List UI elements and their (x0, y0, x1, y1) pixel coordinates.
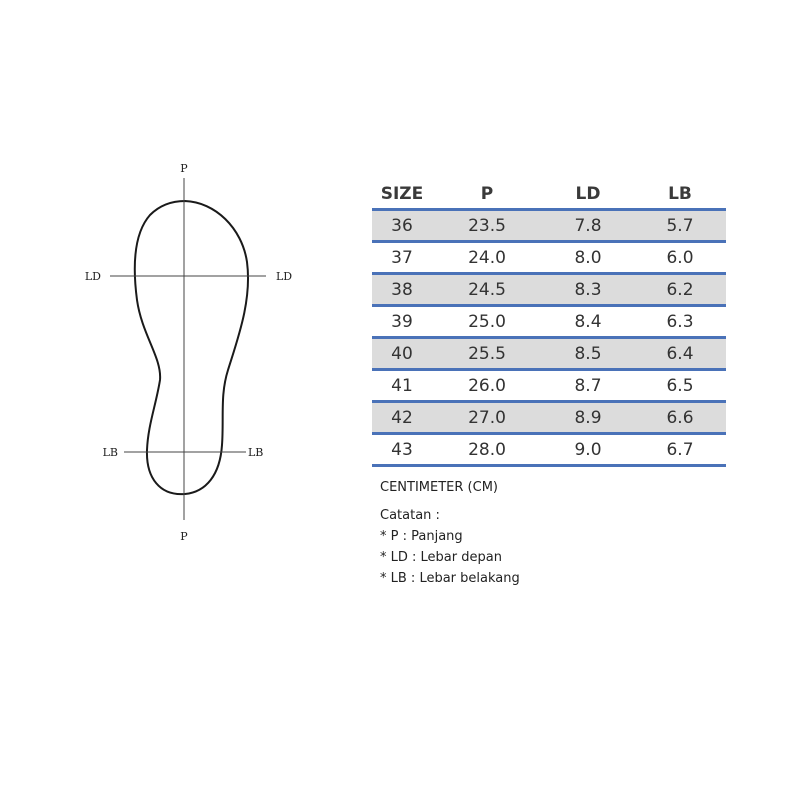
size-cell: 42 (391, 407, 413, 428)
table-row (372, 307, 726, 339)
notes-title: Catatan : (380, 508, 440, 523)
p-bottom-label: P (180, 530, 188, 543)
header-lb: LB (668, 184, 692, 204)
p-top-label: P (180, 162, 188, 175)
note-item-lb: * LB : Lebar belakang (380, 571, 520, 586)
table-row (372, 211, 726, 243)
lb-cell: 6.7 (666, 439, 694, 460)
p-cell: 24.0 (468, 247, 506, 268)
note-item-p: * P : Panjang (380, 529, 463, 544)
size-cell: 43 (391, 439, 413, 460)
size-cell: 39 (391, 311, 413, 332)
p-cell: 25.0 (468, 311, 506, 332)
table-row (372, 275, 726, 307)
header-p: P (480, 184, 494, 204)
lb-cell: 5.7 (666, 215, 694, 236)
size-cell: 41 (391, 375, 413, 396)
table-row (372, 403, 726, 435)
p-cell: 26.0 (468, 375, 506, 396)
ld-cell: 7.8 (574, 215, 602, 236)
table-row (372, 243, 726, 275)
ld-cell: 8.9 (574, 407, 602, 428)
lb-cell: 6.2 (666, 279, 694, 300)
insole-outline (135, 201, 248, 494)
table-header-row (372, 180, 726, 208)
size-cell: 40 (391, 343, 413, 364)
header-size: SIZE (380, 184, 424, 204)
p-cell: 25.5 (468, 343, 506, 364)
size-cell: 38 (391, 279, 413, 300)
insole-diagram (70, 150, 330, 560)
ld-cell: 8.3 (574, 279, 602, 300)
ld-cell: 8.5 (574, 343, 602, 364)
size-table (372, 180, 726, 467)
lb-cell: 6.3 (666, 311, 694, 332)
header-ld: LD (575, 184, 601, 204)
ld-cell: 8.0 (574, 247, 602, 268)
ld-cell: 8.4 (574, 311, 602, 332)
notes-section (380, 480, 740, 589)
table-row (372, 371, 726, 403)
p-cell: 27.0 (468, 407, 506, 428)
ld-cell: 8.7 (574, 375, 602, 396)
lb-cell: 6.6 (666, 407, 694, 428)
table-row (372, 339, 726, 371)
ld-left-label: LD (84, 270, 101, 283)
note-item-ld: * LD : Lebar depan (380, 550, 502, 565)
size-cell: 37 (391, 247, 413, 268)
ld-cell: 9.0 (574, 439, 602, 460)
unit-label: CENTIMETER (CM) (380, 480, 498, 495)
lb-right-label: LB (248, 446, 264, 459)
lb-cell: 6.4 (666, 343, 694, 364)
p-cell: 24.5 (468, 279, 506, 300)
table-row (372, 435, 726, 467)
p-cell: 28.0 (468, 439, 506, 460)
lb-left-label: LB (102, 446, 118, 459)
lb-cell: 6.0 (666, 247, 694, 268)
p-cell: 23.5 (468, 215, 506, 236)
ld-right-label: LD (276, 270, 293, 283)
lb-cell: 6.5 (666, 375, 694, 396)
size-cell: 36 (391, 215, 413, 236)
